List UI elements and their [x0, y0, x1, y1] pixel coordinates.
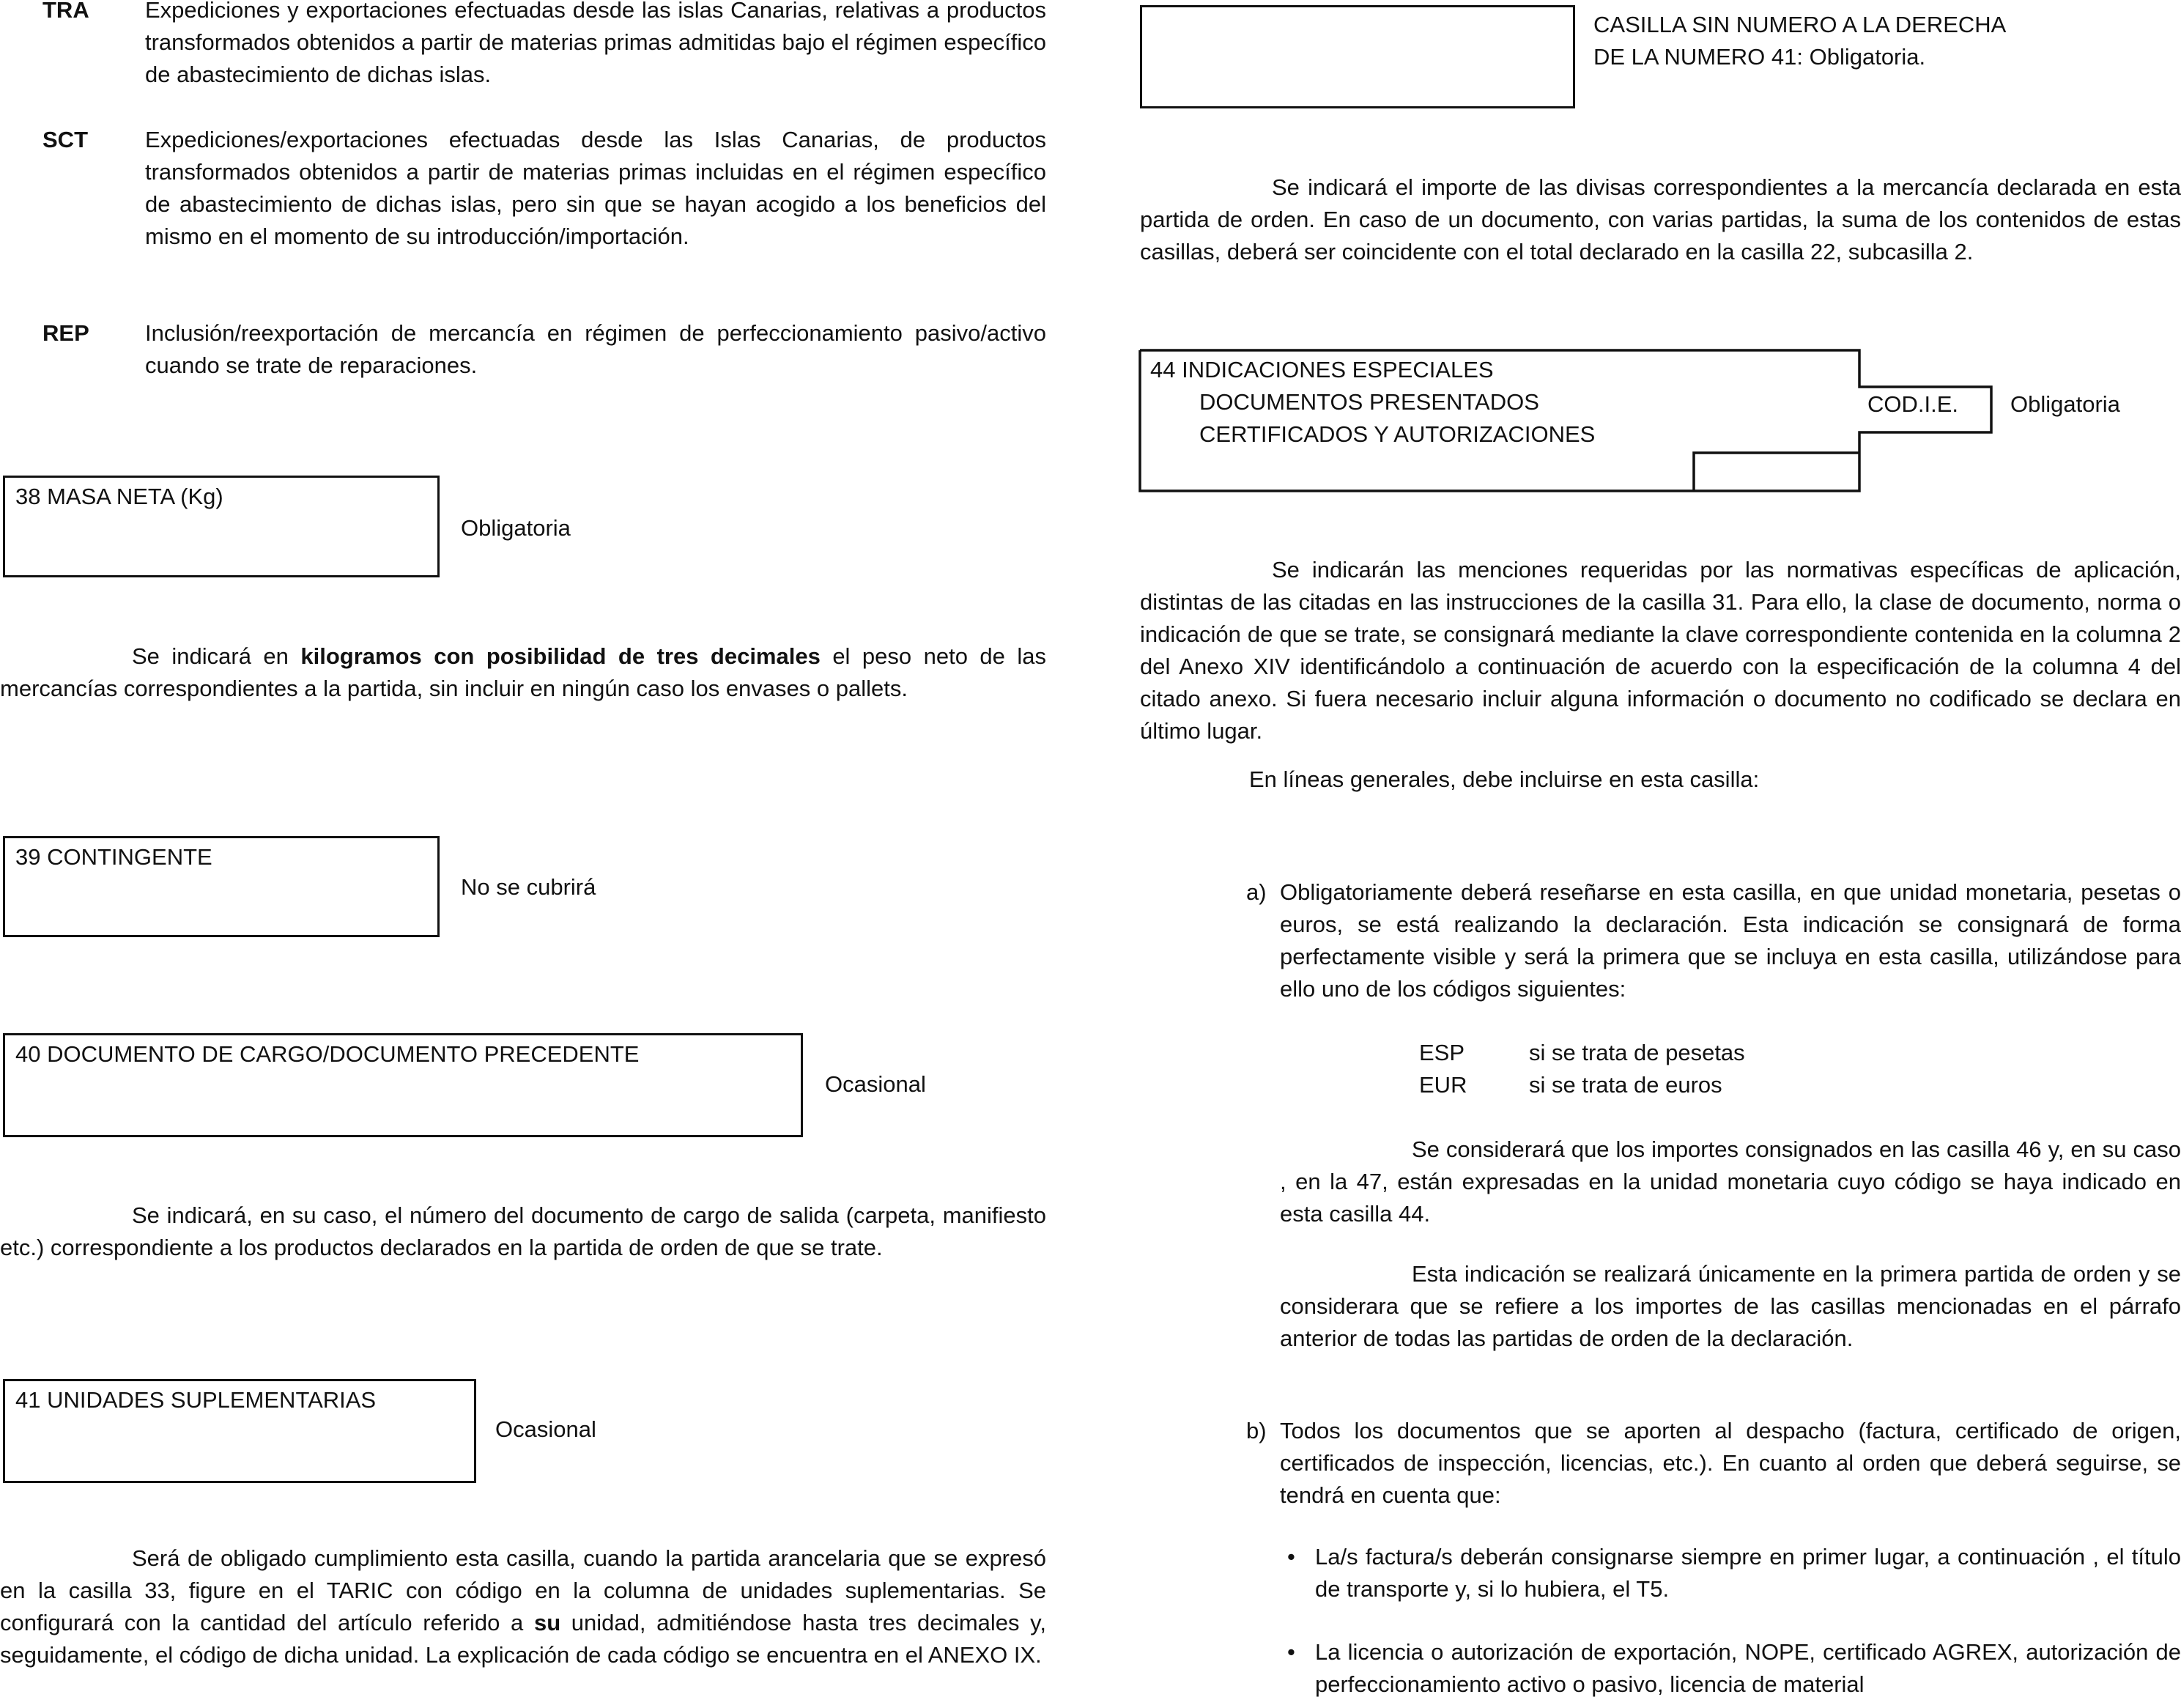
box-39 [3, 836, 440, 937]
box-44-line3: CERTIFICADOS Y AUTORIZACIONES [1199, 421, 1596, 447]
box-39-status: No se cubrirá [461, 874, 596, 900]
item-b-text: Todos los documentos que se aporten al despacho (factura, certificado de origen, certificados de inspección, licencias, etc.). En cuanto al orden que deberá seguirse, se tendrá en cuenta que: [1280, 1418, 2181, 1508]
item-a-text: Obligatoriamente deberá reseñarse en esta casilla, en que unidad monetaria, pesetas o euros, se está realizando la declaración. Esta indicación se consignará de forma perfectamente visible y será la primera que se incluya en esta casilla, utilizándose para ello uno de los códigos siguientes: [1280, 879, 2181, 1002]
currency-code-eur: EUR [1419, 1072, 1467, 1098]
box-40 [3, 1033, 803, 1137]
bullet-item-2: La licencia o autorización de exportación, NOPE, certificado AGREX, autorización de perfeccionamiento activo o pasivo, licencia de material [1315, 1639, 2181, 1697]
item-b-label: b) [1246, 1418, 1267, 1443]
box-sin-numero-line1: CASILLA SIN NUMERO A LA DERECHA [1593, 12, 2007, 37]
currency-code-esp: ESP [1419, 1040, 1465, 1065]
code-rep-text: Inclusión/reexportación de mercancía en régimen de perfeccionamiento pasivo/activo cuando se trate de reparaciones. [145, 320, 1046, 378]
currency-desc-eur: si se trata de euros [1529, 1072, 1722, 1098]
box-44-code: COD.I.E. [1867, 391, 1959, 417]
box-40-title: 40 DOCUMENTO DE CARGO/DOCUMENTO PRECEDENTE [15, 1041, 640, 1067]
code-sct-text: Expediciones/exportaciones efectuadas desde las Islas Canarias, de productos transformados obtenidos a partir de materias primas incluidas en el régimen específico de abastecimiento de dichas islas, pero sin que se hayan acogido a los beneficios del mismo en el momento de su introducción/importación. [145, 127, 1046, 249]
box-44-title: 44 INDICACIONES ESPECIALES [1150, 357, 1494, 382]
bullet-icon: • [1287, 1544, 1295, 1570]
paragraph-41: Será de obligado cumplimiento esta casilla, cuando la partida arancelaria que se expresó en la casilla 33, figure en el TARIC con código en la columna de unidades suplementarias. Se configurará con la cantidad del artículo referido a su unidad, admitiéndose hasta tres decimales y, seguidamente, el código de dicha unidad. La explicación de cada código se encuentra en el ANEXO IX. [0, 1545, 1046, 1668]
box-sin-numero-line2: DE LA NUMERO 41: Obligatoria. [1593, 44, 1926, 70]
currency-desc-esp: si se trata de pesetas [1529, 1040, 1745, 1065]
box-39-title: 39 CONTINGENTE [15, 844, 212, 870]
item-a-paragraph-3: Esta indicación se realizará únicamente en la primera partida de orden y se considerara que se refiere a los importes de las casillas mencionadas en el párrafo anterior de todas las partidas de orden de la declaración. [1280, 1261, 2181, 1351]
box-44-status: Obligatoria [2010, 391, 2120, 417]
paragraph-40: Se indicará, en su caso, el número del documento de cargo de salida (carpeta, manifiesto etc.) correspondiente a los productos declarados en la partida de orden de que se trate. [0, 1202, 1046, 1260]
paragraph-44: Se indicarán las menciones requeridas por las normativas específicas de aplicación, distintas de las citadas en las instrucciones de la casilla 31. Para ello, la clase de documento, norma o indicación de que se trate, se consignará mediante la clave correspondiente contenida en la columna 2 del Anexo XIV identificándolo a continuación de acuerdo con la especificación de la columna 4 del citado anexo. Si fuera necesario incluir alguna información o documento no codificado se declara en último lugar. [1140, 557, 2181, 744]
item-a-paragraph-2: Se considerará que los importes consignados en las casilla 46 y, en su caso , en la 47, están expresadas en la unidad monetaria cuyo código se haya indicado en esta casilla 44. [1280, 1136, 2181, 1227]
box-41-title: 41 UNIDADES SUPLEMENTARIAS [15, 1387, 377, 1413]
box-40-status: Ocasional [825, 1071, 926, 1097]
box-41 [3, 1379, 476, 1483]
paragraph-38: Se indicará en kilogramos con posibilidad de tres decimales el peso neto de las mercancías correspondientes a la partida, sin incluir en ningún caso los envases o pallets. [0, 643, 1046, 701]
item-a-label: a) [1246, 879, 1267, 905]
code-sct: SCT [42, 127, 88, 152]
bullet-item-1: La/s factura/s deberán consignarse siempre en primer lugar, a continuación , el título de transporte y, si lo hubiera, el T5. [1315, 1544, 2181, 1602]
box-41-status: Ocasional [495, 1416, 596, 1442]
code-tra: TRA [42, 0, 89, 23]
box-44-line2: DOCUMENTOS PRESENTADOS [1199, 389, 1539, 415]
box-38 [3, 476, 440, 577]
bullet-icon: • [1287, 1639, 1295, 1665]
box-sin-numero [1140, 5, 1575, 108]
general-intro: En líneas generales, debe incluirse en esta casilla: [1249, 766, 1760, 792]
paragraph-sin-numero: Se indicará el importe de las divisas correspondientes a la mercancía declarada en esta partida de orden. En caso de un documento, con varias partidas, la suma de los contenidos de estas casillas, deberá ser coincidente con el total declarado en la casilla 22, subcasilla 2. [1140, 174, 2181, 265]
box-38-title: 38 MASA NETA (Kg) [15, 484, 223, 509]
code-rep: REP [42, 320, 89, 346]
code-tra-text: Expediciones y exportaciones efectuadas desde las islas Canarias, relativas a productos transformados obtenidos a partir de materias primas admitidas bajo el régimen específico de abastecimiento de dichas islas. [145, 0, 1046, 87]
box-38-status: Obligatoria [461, 515, 571, 541]
